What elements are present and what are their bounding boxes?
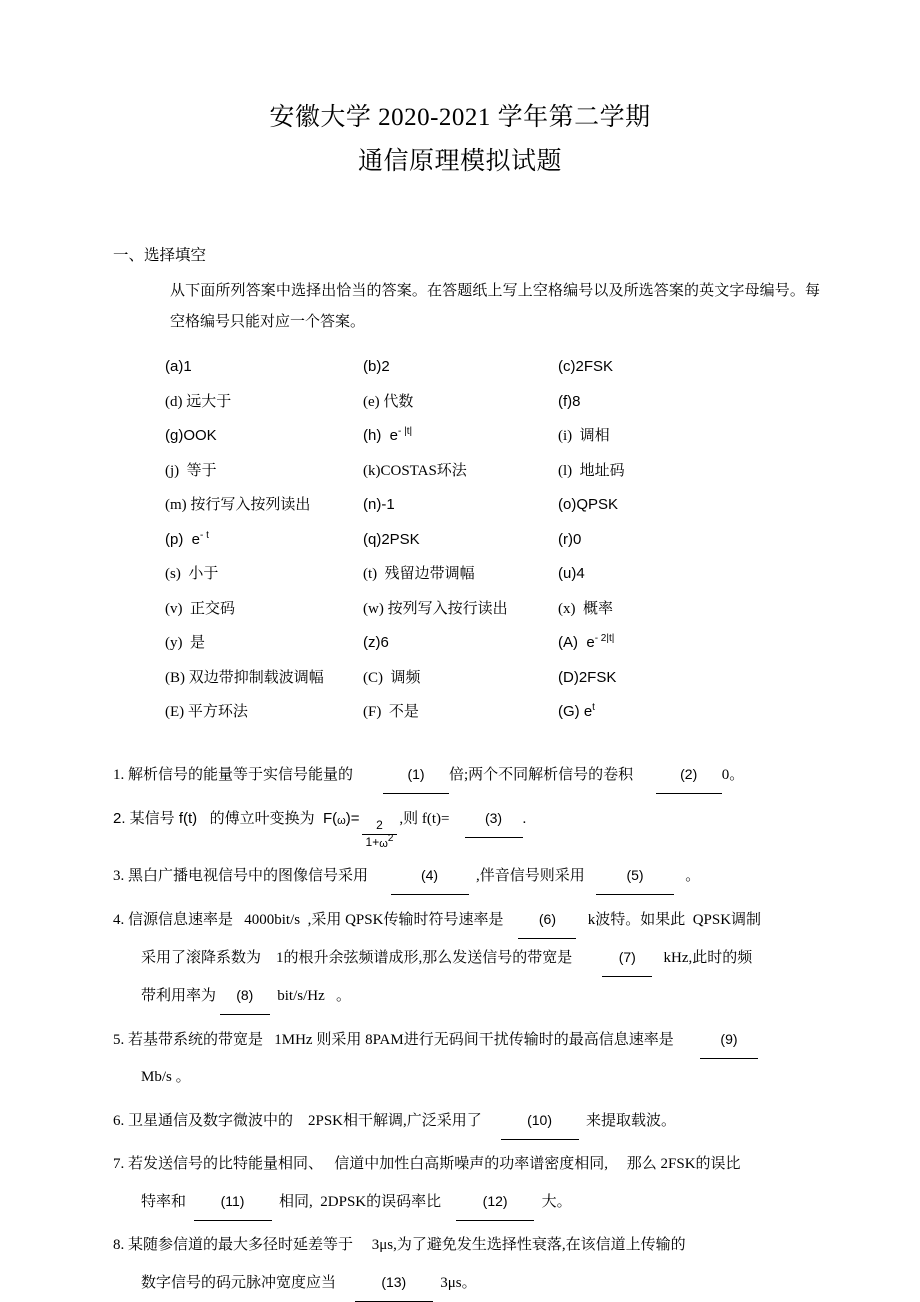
denominator-omega: ω — [379, 837, 388, 850]
options-row — [165, 695, 865, 730]
option-capital-a-label: (A) e — [558, 634, 595, 651]
option-p-exponent: - t — [200, 529, 209, 541]
options-row — [165, 592, 865, 627]
question-6-text-b: 来提取载波。 — [578, 1112, 677, 1129]
option-capital-d[interactable]: (D)2FSK — [558, 668, 617, 686]
answer-blank-3[interactable]: (3) — [465, 800, 523, 838]
question-4 — [113, 901, 853, 1015]
option-d[interactable]: (d) 远大于 — [165, 393, 232, 410]
question-8 — [113, 1227, 853, 1302]
question-1-line — [113, 756, 853, 794]
question-7-text-2c: 大。 — [534, 1193, 572, 1210]
question-7-text-2a: 特率和 — [141, 1193, 194, 1210]
option-h[interactable] — [363, 419, 558, 454]
option-f[interactable]: (f)8 — [558, 392, 581, 410]
option-p-label: (p) e — [165, 530, 201, 548]
option-b[interactable]: (b)2 — [363, 358, 390, 375]
question-2-text-a: 2. 某信号 f(t) 的傅立叶变换为 F( — [113, 809, 338, 827]
options-row — [165, 557, 865, 592]
title-line-2: 通信原理模拟试题 — [357, 148, 562, 175]
options-row — [165, 523, 865, 558]
question-4-text-2a: 采用了滚降系数为 1的根升余弦频谱成形,那么发送信号的带宽是 — [141, 949, 603, 966]
option-q[interactable]: (q)2PSK — [363, 530, 420, 548]
question-7 — [113, 1146, 853, 1221]
option-t[interactable]: (t) 残留边带调幅 — [363, 566, 475, 582]
question-1-text-c: 0。 — [721, 766, 745, 783]
question-7-text-2b: 相同, 2DPSK的误码率比 — [271, 1193, 457, 1210]
denominator-exponent: 2 — [387, 832, 394, 844]
answer-blank-8[interactable]: (8) — [220, 977, 270, 1015]
question-4-line-2 — [113, 939, 853, 977]
question-7-line-1: 7. 若发送信号的比特能量相同、 信道中加性白高斯噪声的功率谱密度相同, 那么 2FSK的误比 — [113, 1155, 741, 1172]
option-l[interactable]: (l) 地址码 — [558, 462, 625, 479]
option-s[interactable]: (s) 小于 — [165, 566, 219, 582]
option-m[interactable]: (m) 按行写入按列读出 — [165, 497, 311, 513]
question-2 — [113, 800, 853, 851]
question-5 — [113, 1021, 853, 1096]
question-4-line-3 — [113, 977, 853, 1015]
answer-blank-2[interactable]: (2) — [656, 756, 722, 794]
questions-list — [113, 756, 853, 1302]
document-title — [0, 96, 920, 184]
options-row — [165, 488, 865, 523]
question-5-line-2: Mb/s 。 — [141, 1068, 191, 1085]
option-w[interactable]: (w) 按列写入按行读出 — [363, 600, 508, 617]
fraction-denominator — [362, 832, 398, 851]
question-6-line — [113, 1102, 853, 1140]
question-3-text-c: 。 — [674, 867, 701, 884]
question-3-line — [113, 857, 853, 895]
question-6 — [113, 1102, 853, 1140]
option-capital-c[interactable]: (C) 调频 — [363, 669, 421, 686]
question-8-line-2 — [113, 1264, 853, 1302]
options-row — [165, 661, 865, 696]
option-capital-a-exponent: - 2|t| — [594, 633, 615, 644]
option-capital-g-label: (G) e — [558, 703, 593, 720]
question-2-line — [113, 800, 853, 851]
fraction-numerator: 2 — [362, 819, 398, 835]
option-p[interactable] — [165, 523, 363, 558]
option-n[interactable]: (n)-1 — [363, 496, 395, 513]
option-j[interactable]: (j) 等于 — [165, 462, 217, 479]
question-4-text-1b: k波特。如果此 QPSK调制 — [576, 911, 762, 928]
option-r[interactable]: (r)0 — [558, 530, 582, 548]
option-capital-a[interactable] — [558, 626, 818, 661]
option-capital-f[interactable]: (F) 不是 — [363, 704, 419, 720]
section-instructions: 从下面所列答案中选择出恰当的答案。在答题纸上写上空格编号以及所选答案的英文字母编号。每空格编号只能对应一个答案。 — [170, 283, 820, 330]
option-k[interactable]: (k)COSTAS环法 — [363, 462, 467, 479]
question-3-text-b: ,伴音信号则采用 — [468, 867, 597, 884]
question-3-text-a: 3. 黑白广播电视信号中的图像信号采用 — [113, 867, 391, 884]
question-2-text-c: ,则 f(t)= — [399, 810, 465, 827]
option-capital-g[interactable] — [558, 695, 818, 730]
answer-blank-7[interactable]: (7) — [602, 939, 652, 977]
option-o[interactable]: (o)QPSK — [558, 496, 619, 513]
option-g[interactable]: (g)OOK — [165, 427, 217, 444]
option-h-label: (h) e — [363, 427, 399, 444]
option-h-exponent: - |t| — [398, 426, 413, 437]
question-8-text-2a: 数字信号的码元脉冲宽度应当 — [141, 1274, 355, 1291]
question-4-text-2b: kHz,此时的频 — [652, 949, 753, 966]
question-7-line-2 — [113, 1183, 853, 1221]
option-capital-e[interactable]: (E) 平方环法 — [165, 704, 248, 720]
option-x[interactable]: (x) 概率 — [558, 600, 613, 617]
question-6-text-a: 6. 卫星通信及数字微波中的 2PSK相干解调,广泛采用了 — [113, 1112, 501, 1129]
options-row — [165, 626, 865, 661]
option-v[interactable]: (v) 正交码 — [165, 600, 235, 617]
option-u[interactable]: (u)4 — [558, 565, 585, 582]
exam-page — [0, 96, 920, 1291]
question-1-text-a: 1. 解析信号的能量等于实信号能量的 — [113, 766, 384, 783]
options-row — [165, 350, 865, 385]
answer-blank-9[interactable]: (9) — [700, 1021, 758, 1059]
answer-blank-6[interactable]: (6) — [518, 901, 576, 939]
question-3 — [113, 857, 853, 895]
option-z[interactable]: (z)6 — [363, 634, 389, 651]
answer-blank-1[interactable]: (1) — [383, 756, 449, 794]
option-c[interactable]: (c)2FSK — [558, 358, 614, 375]
answer-blank-5[interactable]: (5) — [596, 857, 674, 895]
question-1 — [113, 756, 853, 794]
question-8-text-2b: 3μs。 — [432, 1274, 477, 1291]
question-2-text-b: )= — [345, 809, 360, 827]
question-5-line-1 — [113, 1021, 853, 1059]
answer-blank-4[interactable]: (4) — [391, 857, 469, 895]
answer-blank-12[interactable]: (12) — [456, 1183, 534, 1221]
option-y[interactable]: (y) 是 — [165, 635, 205, 651]
option-i[interactable]: (i) 调相 — [558, 428, 610, 444]
section-heading: 一、选择填空 — [113, 247, 207, 264]
question-5-text-1a: 5. 若基带系统的带宽是 1MHz 则采用 8PAM进行无码间干扰传输时的最高信息速率是 — [113, 1031, 700, 1048]
question-2-text-d: . — [522, 810, 527, 827]
question-4-text-3a: 带利用率为 — [141, 987, 220, 1004]
question-8-line-1: 8. 某随参信道的最大多径时延差等于 3μs,为了避免发生选择性衰落,在该信道上传输的 — [113, 1236, 686, 1253]
denominator-text: 1+ — [365, 834, 380, 849]
question-4-line-1 — [113, 901, 853, 939]
question-2-omega: ω — [337, 814, 346, 827]
option-a[interactable]: (a)1 — [165, 358, 192, 375]
question-4-text-1a: 4. 信源信息速率是 4000bit/s ,采用 QPSK传输时符号速率是 — [113, 911, 519, 928]
title-line-1: 安徽大学 2020-2021 学年第二学期 — [269, 104, 651, 131]
fourier-transform-fraction — [362, 819, 398, 850]
answer-blank-11[interactable]: (11) — [194, 1183, 272, 1221]
answer-blank-10[interactable]: (10) — [501, 1102, 579, 1140]
option-capital-g-exponent: t — [592, 702, 595, 713]
question-4-text-3b: bit/s/Hz 。 — [269, 987, 352, 1004]
options-row — [165, 419, 865, 454]
option-capital-b[interactable]: (B) 双边带抑制载波调幅 — [165, 669, 324, 686]
question-1-text-b: 倍;两个不同解析信号的卷积 — [449, 766, 656, 783]
answer-blank-13[interactable]: (13) — [355, 1264, 433, 1302]
options-row — [165, 385, 865, 420]
option-e[interactable]: (e) 代数 — [363, 393, 414, 410]
answer-options-list — [165, 350, 865, 730]
options-row — [165, 454, 865, 489]
